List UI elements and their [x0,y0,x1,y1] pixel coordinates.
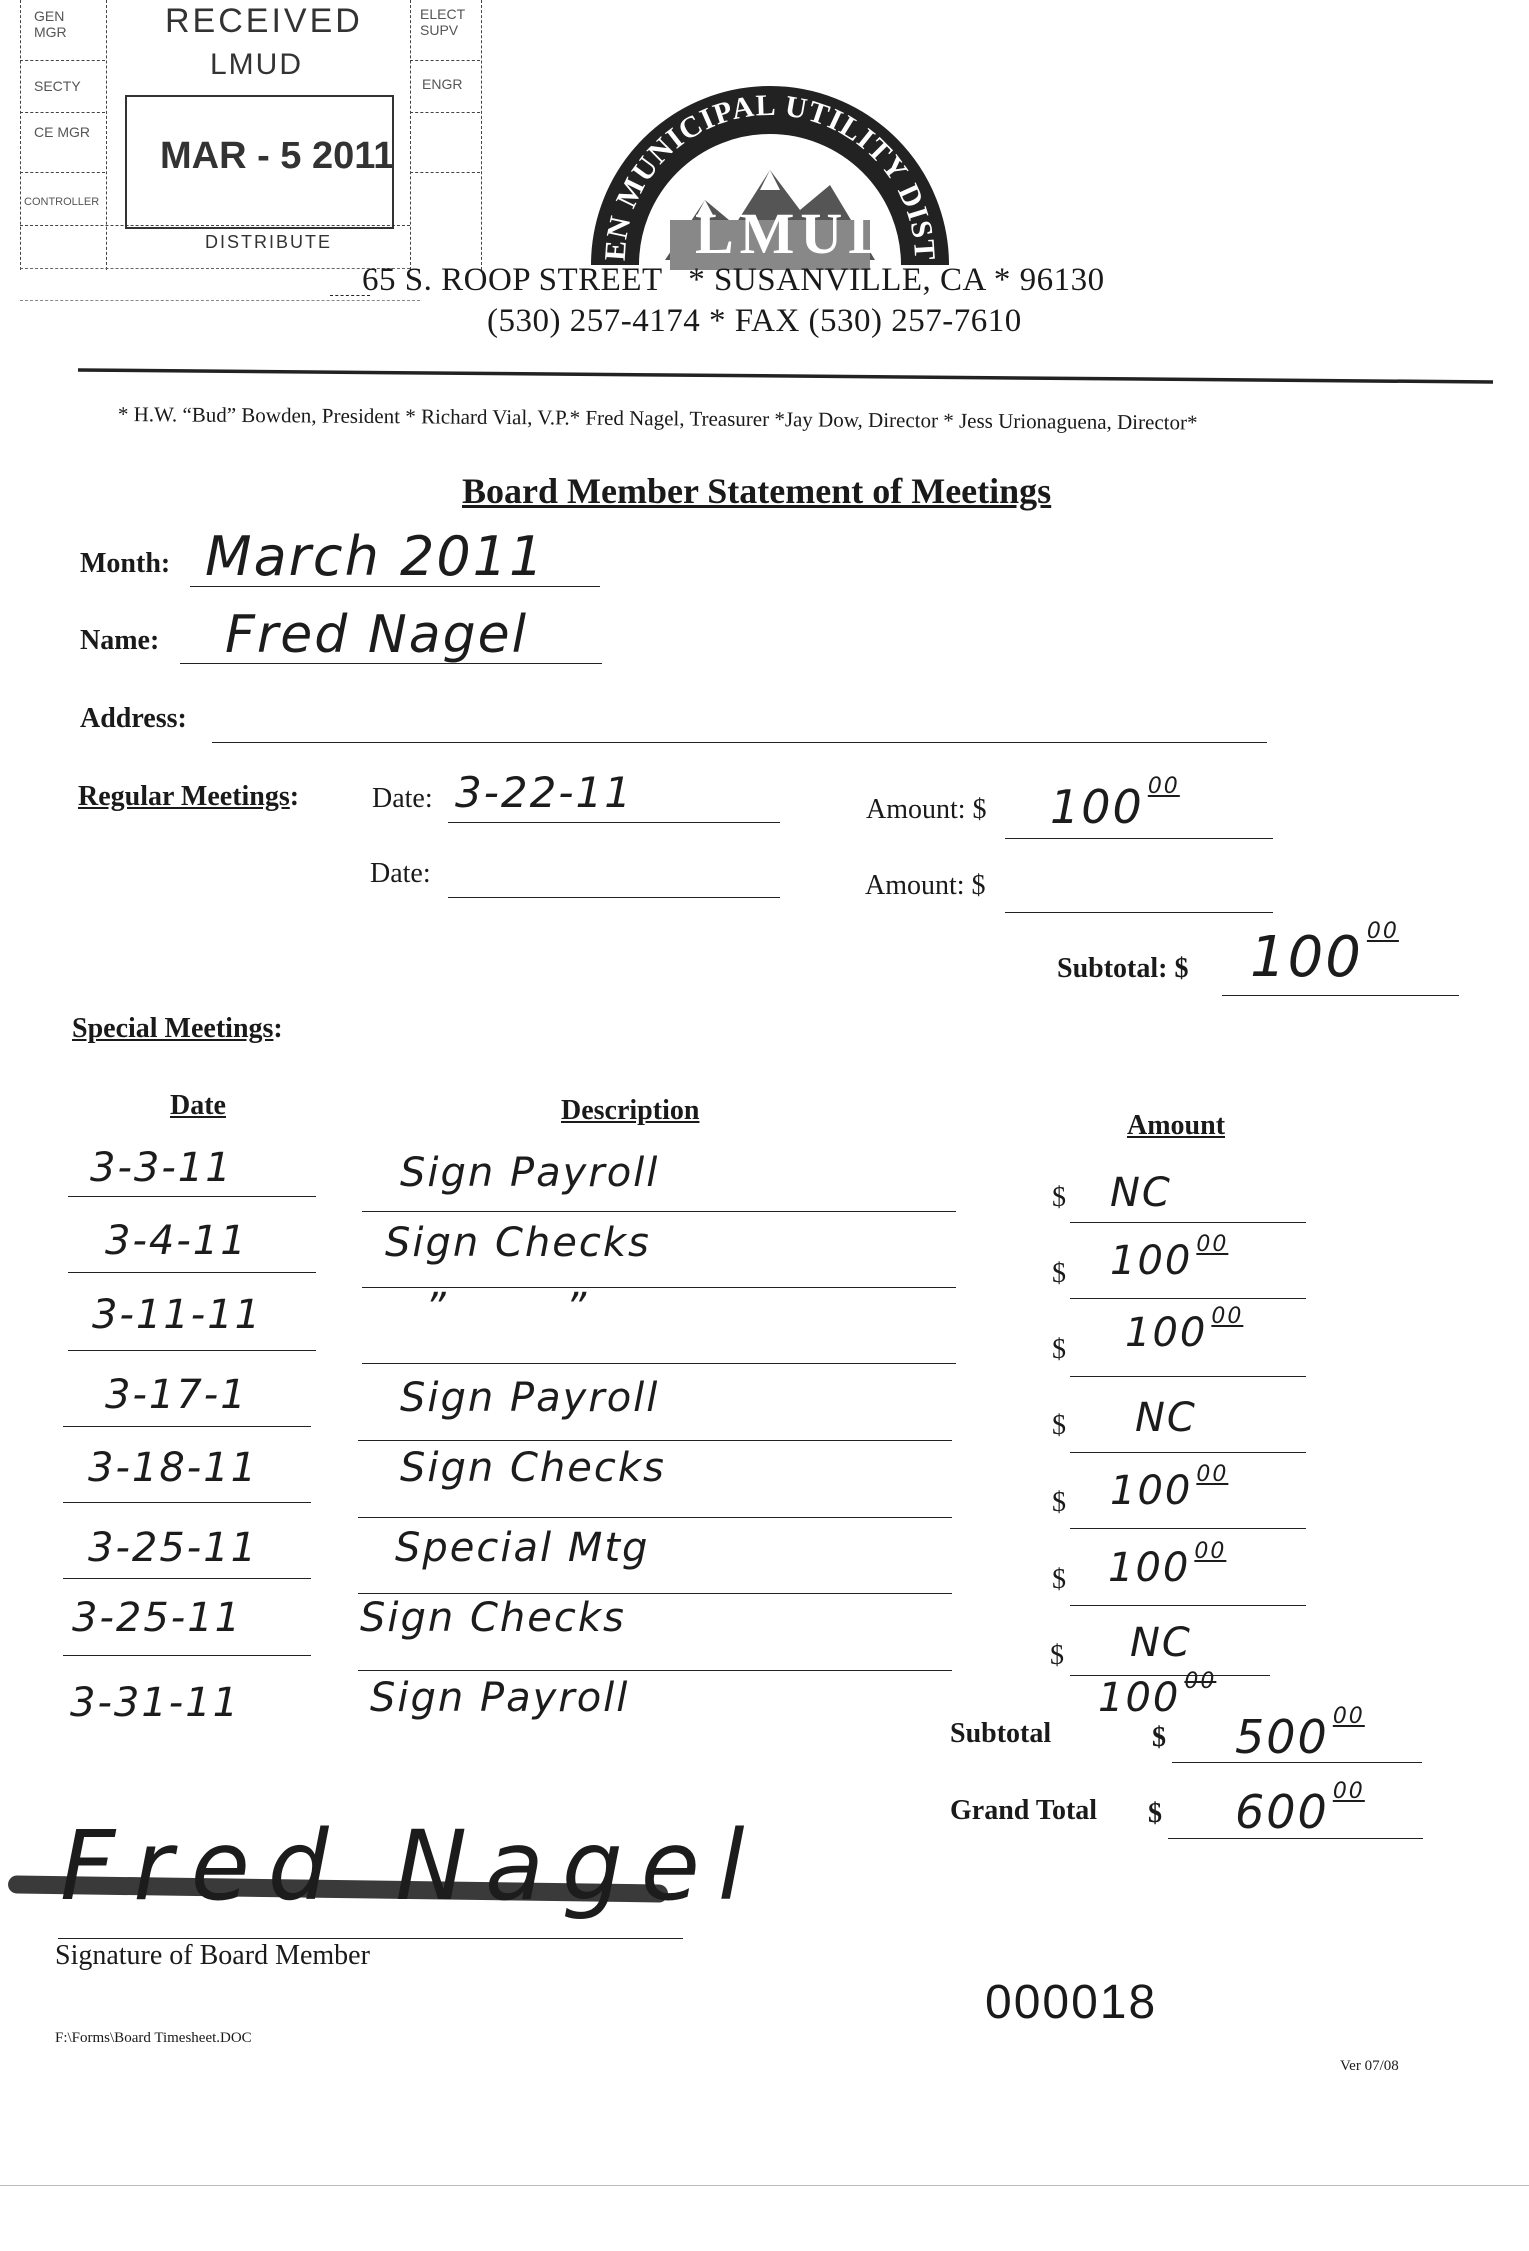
stamp-cell: CE MGR [34,124,90,140]
regular-amount-label: Amount: $ [866,794,987,825]
name-label: Name: [80,625,160,656]
table-row-amount: NC [1135,1395,1197,1441]
table-row-date: 3-17-1 [105,1372,248,1418]
regular-date-value: 3-22-11 [455,768,633,817]
table-row-description: Sign Checks [400,1445,666,1491]
header-rule [78,367,1493,385]
address-label: Address: [80,703,187,734]
month-label: Month: [80,548,171,579]
table-row-dollar: $ [1052,1182,1066,1213]
table-row-date: 3-25-11 [88,1525,259,1571]
table-row-description: ” ” [425,1285,589,1331]
name-value: Fred Nagel [225,605,529,665]
logo-initials: LMUD [695,201,897,266]
table-row-date: 3-25-11 [72,1595,243,1641]
version: Ver 07/08 [1340,2058,1399,2074]
stamp-received: RECEIVED [165,2,363,40]
header-address: 65 S. ROOP STREET * SUSANVILLE, CA * 96130 [362,262,1105,298]
page-title: Board Member Statement of Meetings [462,471,1052,511]
special-subtotal-dollar: $ [1152,1722,1166,1753]
table-row-date: 3-11-11 [92,1292,263,1338]
table-row-dollar: $ [1052,1564,1066,1595]
table-row-description: Sign Payroll [370,1675,630,1721]
stamp-org: LMUD [210,48,304,81]
grand-total-value: 600 $^{00}$ [1235,1779,1365,1839]
lmud-logo [585,60,955,275]
special-subtotal-crossed: 100 $^{00}$ [1098,1669,1217,1721]
table-row-description: Sign Checks [385,1220,651,1266]
table-row-description: Sign Checks [360,1595,626,1641]
regular-date-label: Date: [370,858,431,889]
regular-subtotal-label: Subtotal: $ [1057,953,1189,984]
grand-total-label: Grand Total [950,1795,1098,1826]
grand-total-dollar: $ [1148,1798,1162,1829]
signature-value: Fred Nagel [60,1810,763,1922]
header-phone: (530) 257-4174 * FAX (530) 257-7610 [487,303,1022,339]
col-date-header: Date [170,1090,226,1121]
table-row-amount: 100 $^{00}$ [1108,1539,1227,1591]
regular-meetings-label: Regular Meetings: [78,781,300,812]
stamp-cell: ELECT SUPV [420,6,465,38]
file-path: F:\Forms\Board Timesheet.DOC [55,2030,252,2046]
month-value: March 2011 [205,525,546,588]
table-row-date: 3-31-11 [70,1680,241,1726]
table-row-dollar: $ [1052,1487,1066,1518]
table-row-date: 3-4-11 [105,1218,248,1264]
table-row-amount: 100 $^{00}$ [1125,1304,1244,1356]
table-row-date: 3-3-11 [90,1145,233,1191]
regular-date-label: Date: [372,783,433,814]
col-amount-header: Amount [1127,1110,1226,1141]
regular-amount-value: 100 $^{00}$ [1050,774,1180,834]
table-row-dollar: $ [1052,1258,1066,1289]
signature-label: Signature of Board Member [55,1940,370,1971]
table-row-amount: 100 $^{00}$ [1110,1462,1229,1514]
regular-amount-label: Amount: $ [865,870,986,901]
header-officers: * H.W. “Bud” Bowden, President * Richard Vial, V.P.* Fred Nagel, Treasurer *Jay Dow, Director * Jess Urionaguena, Director* [117,402,1198,435]
table-row-description: Special Mtg [395,1525,650,1571]
stamp-distribute: DISTRIBUTE [205,232,333,252]
stamp-cell: GEN MGR [34,8,67,40]
table-row-date: 3-18-11 [88,1445,259,1491]
special-subtotal-label: Subtotal [950,1718,1052,1749]
stamp-cell: ENGR [422,76,463,92]
table-row-dollar: $ [1052,1410,1066,1441]
stamp-cell: SECTY [34,78,81,94]
table-row-description: Sign Payroll [400,1150,660,1196]
stamp-cell: CONTROLLER [24,196,100,208]
table-row-amount: NC [1110,1170,1172,1216]
table-row-dollar: $ [1050,1640,1064,1671]
document-number: 000018 [985,1976,1158,2029]
stamp-date: MAR - 5 2011 [160,135,395,177]
special-subtotal-value: 500 $^{00}$ [1235,1704,1365,1764]
bottom-rule [0,2185,1529,2186]
table-row-amount: 100 $^{00}$ [1110,1232,1229,1284]
logo-arc-text: EN MUNICIPAL UTILITY DIST [598,88,942,262]
col-description-header: Description [561,1095,700,1126]
special-meetings-label: Special Meetings: [72,1013,283,1044]
table-row-description: Sign Payroll [400,1375,660,1421]
table-row-amount: NC [1130,1620,1192,1666]
regular-subtotal-value: 100 $^{00}$ [1250,919,1399,990]
table-row-dollar: $ [1052,1334,1066,1365]
